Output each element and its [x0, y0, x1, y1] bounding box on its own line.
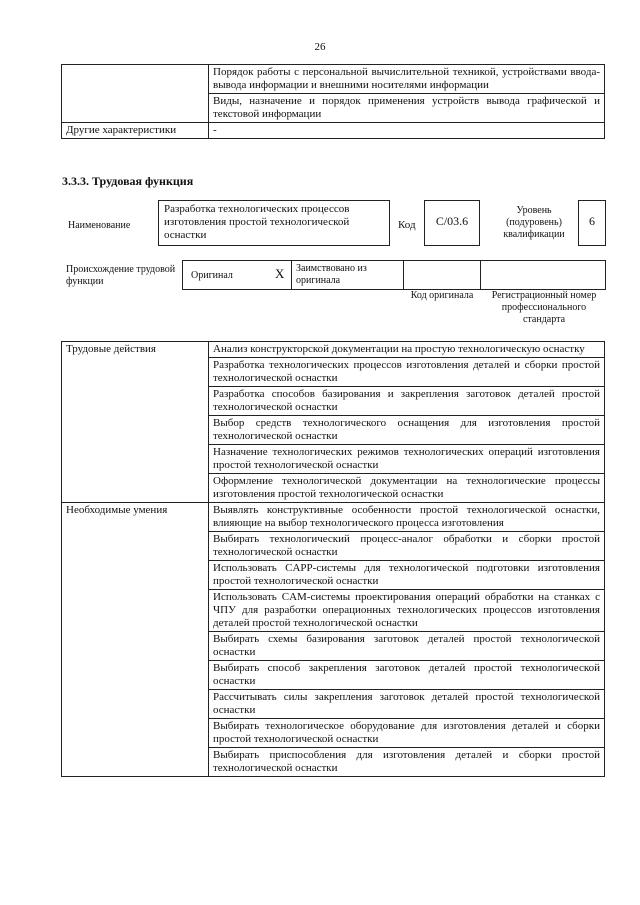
group-label: Необходимые умения — [62, 503, 209, 777]
table-row — [62, 65, 605, 94]
group-label: Трудовые действия — [62, 342, 209, 503]
table-cell: Выбирать технологический процесс-аналог обработки и сборки простой технологической оснастки — [209, 532, 605, 561]
original-box — [182, 260, 292, 290]
table-cell: Назначение технологических режимов технологических операций изготовления простой технологической оснастки — [209, 445, 605, 474]
function-name: Разработка технологических процессов изготовления простой технологической оснастки — [164, 203, 350, 241]
table-cell: Выбирать способ закрепления заготовок деталей простой технологической оснастки — [209, 661, 605, 690]
code-box — [424, 200, 480, 246]
table-cell: Анализ конструкторской документации на простую технологическую оснастку — [209, 342, 605, 358]
level-box — [578, 200, 606, 246]
table-cell: Выбирать технологическое оборудование для изготовления деталей и сборки простой технологической оснастки — [209, 719, 605, 748]
row-label: Другие характеристики — [62, 123, 209, 139]
top-table — [61, 64, 605, 139]
table-cell: Использовать CAPP-системы для технологической подготовки изготовления простой технологической оснастки — [209, 561, 605, 590]
table-row — [62, 123, 605, 139]
name-label: Наименование — [68, 220, 131, 231]
reg-number-caption: Регистрационный номер профессионального стандарта — [491, 290, 597, 325]
table-cell: Выявлять конструктивные особенности простой технологической оснастки, влияющие на выбор технологического процесса изготовления — [209, 503, 605, 532]
orig-code-caption: Код оригинала — [410, 290, 474, 301]
table-cell: Рассчитывать силы закрепления заготовок деталей простой технологической оснастки — [209, 690, 605, 719]
code-value: C/03.6 — [435, 214, 469, 228]
section-heading: 3.3.3. Трудовая функция — [62, 174, 194, 188]
function-name-box — [158, 200, 390, 246]
page-number: 26 — [314, 41, 326, 53]
table-cell: Оформление технологической документации на технологические процессы изготовления простой технологической оснастки — [209, 474, 605, 503]
table-cell: Разработка способов базирования и закрепления заготовок деталей простой технологической оснастки — [209, 387, 605, 416]
borrowed-box — [291, 260, 404, 290]
row-label — [62, 65, 209, 123]
table-cell: Порядок работы с персональной вычислительной техникой, устройствами ввода-вывода информации и внешними носителями информации — [209, 65, 605, 94]
orig-code-box — [403, 260, 481, 290]
code-label: Код — [398, 219, 416, 231]
table-cell: Использовать CAM-системы проектирования операций обработки на станках с ЧПУ для разработки операционных технологических процессов изготовления деталей простой технологической оснастки — [209, 590, 605, 632]
reg-number-box — [480, 260, 606, 290]
borrowed-label: Заимствовано из оригинала — [296, 263, 367, 286]
table-row — [62, 342, 605, 358]
table-cell: Виды, назначение и порядок применения устройств вывода графической и текстовой информации — [209, 94, 605, 123]
level-value: 6 — [589, 214, 595, 228]
table-cell: - — [209, 123, 605, 139]
table-cell: Разработка технологических процессов изготовления деталей и сборки простой технологической оснастки — [209, 358, 605, 387]
original-mark: X — [275, 266, 285, 281]
origin-label: Происхождение трудовой функции — [66, 264, 176, 287]
table-cell: Выбирать схемы базирования заготовок деталей простой технологической оснастки — [209, 632, 605, 661]
main-table — [61, 341, 605, 777]
table-cell: Выбор средств технологического оснащения для изготовления простой технологической оснастки — [209, 416, 605, 445]
level-label: Уровень (подуровень) квалификации — [503, 205, 565, 240]
original-label: Оригинал — [191, 270, 233, 281]
table-row — [62, 503, 605, 532]
table-cell: Выбирать приспособления для изготовления деталей и сборки простой технологической оснастки — [209, 748, 605, 777]
